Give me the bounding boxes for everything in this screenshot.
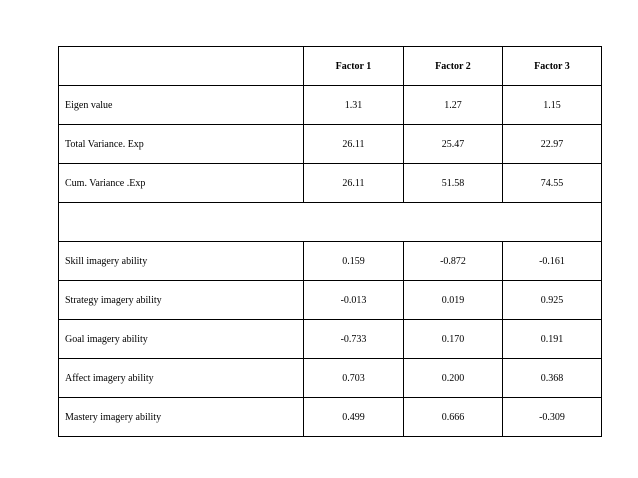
cell-value: 0.170 bbox=[404, 320, 503, 359]
table-row-loading bbox=[59, 320, 602, 359]
cell-value: -0.872 bbox=[404, 242, 503, 281]
cell-value: 0.019 bbox=[404, 281, 503, 320]
cell-value: 22.97 bbox=[503, 125, 602, 164]
cell-value: 0.925 bbox=[503, 281, 602, 320]
cell-value: 1.15 bbox=[503, 86, 602, 125]
cell-value: 0.368 bbox=[503, 359, 602, 398]
table-row-spacer bbox=[59, 203, 602, 242]
table-row-total-variance bbox=[59, 125, 602, 164]
cell-value: -0.161 bbox=[503, 242, 602, 281]
cell-value: 0.499 bbox=[304, 398, 404, 437]
table-row-eigen-value bbox=[59, 86, 602, 125]
header-factor-2: Factor 2 bbox=[404, 47, 503, 86]
cell-value: 0.159 bbox=[304, 242, 404, 281]
row-label: Affect imagery ability bbox=[59, 359, 304, 398]
cell-value: 1.27 bbox=[404, 86, 503, 125]
cell-value: 0.666 bbox=[404, 398, 503, 437]
table-row-loading bbox=[59, 359, 602, 398]
cell-value: -0.733 bbox=[304, 320, 404, 359]
header-factor-1: Factor 1 bbox=[304, 47, 404, 86]
spacer-cell bbox=[59, 203, 602, 242]
cell-value: 0.703 bbox=[304, 359, 404, 398]
cell-value: 25.47 bbox=[404, 125, 503, 164]
factor-loading-table bbox=[58, 46, 602, 437]
cell-value: 26.11 bbox=[304, 164, 404, 203]
loading-rows bbox=[59, 242, 602, 437]
row-label: Mastery imagery ability bbox=[59, 398, 304, 437]
row-label: Skill imagery ability bbox=[59, 242, 304, 281]
cell-value: -0.309 bbox=[503, 398, 602, 437]
row-label: Eigen value bbox=[59, 86, 304, 125]
cell-value: 0.191 bbox=[503, 320, 602, 359]
table-row-loading bbox=[59, 242, 602, 281]
table-row-loading bbox=[59, 398, 602, 437]
cell-value: -0.013 bbox=[304, 281, 404, 320]
header-factor-3: Factor 3 bbox=[503, 47, 602, 86]
row-label: Total Variance. Exp bbox=[59, 125, 304, 164]
table-row-cum-variance bbox=[59, 164, 602, 203]
cell-value: 26.11 bbox=[304, 125, 404, 164]
row-label: Strategy imagery ability bbox=[59, 281, 304, 320]
table-row-loading bbox=[59, 281, 602, 320]
row-label: Cum. Variance .Exp bbox=[59, 164, 304, 203]
header-corner-cell bbox=[59, 47, 304, 86]
cell-value: 0.200 bbox=[404, 359, 503, 398]
cell-value: 51.58 bbox=[404, 164, 503, 203]
row-label: Goal imagery ability bbox=[59, 320, 304, 359]
cell-value: 74.55 bbox=[503, 164, 602, 203]
header-row bbox=[59, 47, 602, 86]
cell-value: 1.31 bbox=[304, 86, 404, 125]
